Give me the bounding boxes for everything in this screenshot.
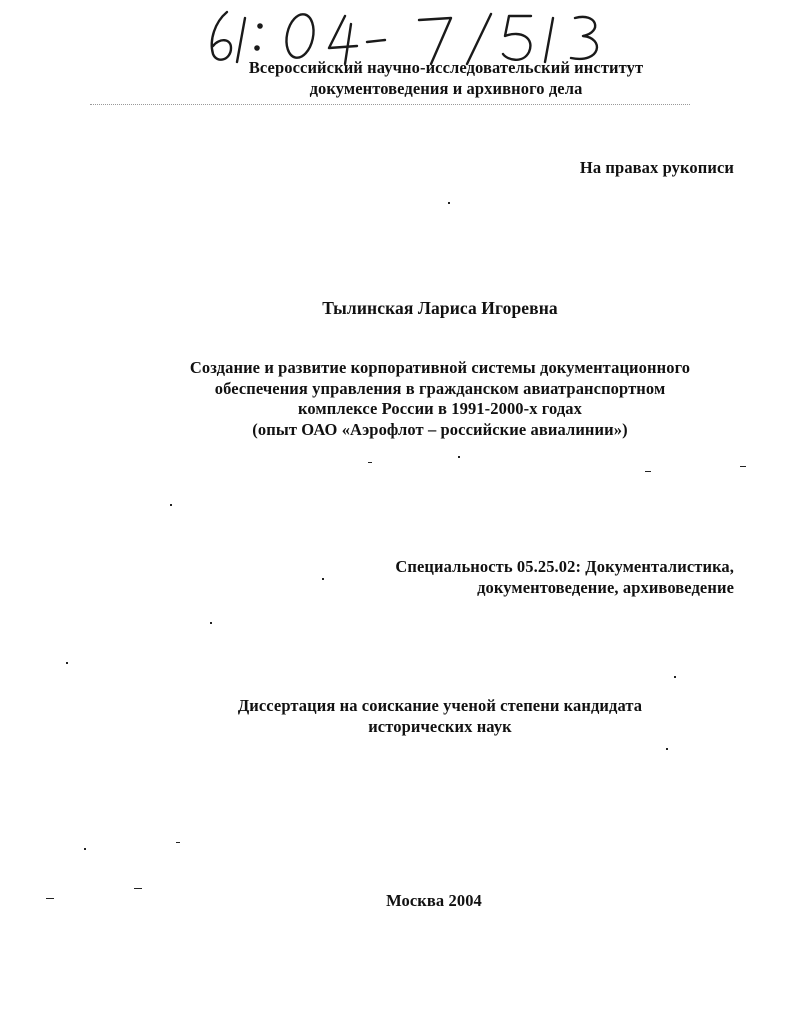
degree-line-1: Диссертация на соискание ученой степени кандидата	[237, 696, 643, 715]
title-line-2: обеспечения управления в гражданском авиатранспортном	[214, 378, 666, 398]
institute-line-2: документоведения и архивного дела	[309, 79, 583, 98]
manuscript-rights-note: На правах рукописи	[579, 158, 734, 177]
scan-speck	[176, 842, 180, 843]
institute-name	[160, 57, 732, 99]
dissertation-title	[140, 358, 740, 440]
author-name: Тылинская Лариса Игоревна	[322, 298, 558, 318]
scan-speck	[674, 676, 676, 678]
institute-line-1: Всероссийский научно-исследовательский институт	[248, 58, 644, 77]
title-line-3: комплексе России в 1991-2000-х годах	[297, 399, 583, 418]
scan-speck	[170, 504, 172, 506]
degree-statement	[180, 695, 700, 737]
scan-speck	[66, 662, 68, 664]
scan-speck	[458, 456, 460, 458]
specialty-line-2: документоведение, архивоведение	[477, 578, 734, 597]
scan-speck	[666, 748, 668, 750]
city-year: Москва 2004	[386, 891, 482, 910]
scan-speck	[134, 888, 142, 889]
title-line-4: (опыт ОАО «Аэрофлот – российские авиалинии»)	[252, 419, 628, 439]
scan-speck	[448, 202, 450, 204]
scan-speck	[84, 848, 86, 850]
scan-speck	[368, 462, 372, 463]
scan-speck	[740, 466, 746, 467]
scan-dotted-line	[90, 104, 690, 106]
scan-speck	[322, 578, 324, 580]
specialty-line-1: Специальность 05.25.02: Документалистика,	[395, 557, 734, 576]
degree-line-2: исторических наук	[368, 717, 512, 736]
scan-speck	[645, 471, 651, 472]
scan-speck	[210, 622, 212, 624]
title-line-1: Создание и развитие корпоративной системы документационного	[189, 358, 691, 377]
scan-speck	[46, 898, 54, 899]
specialty	[300, 556, 734, 598]
